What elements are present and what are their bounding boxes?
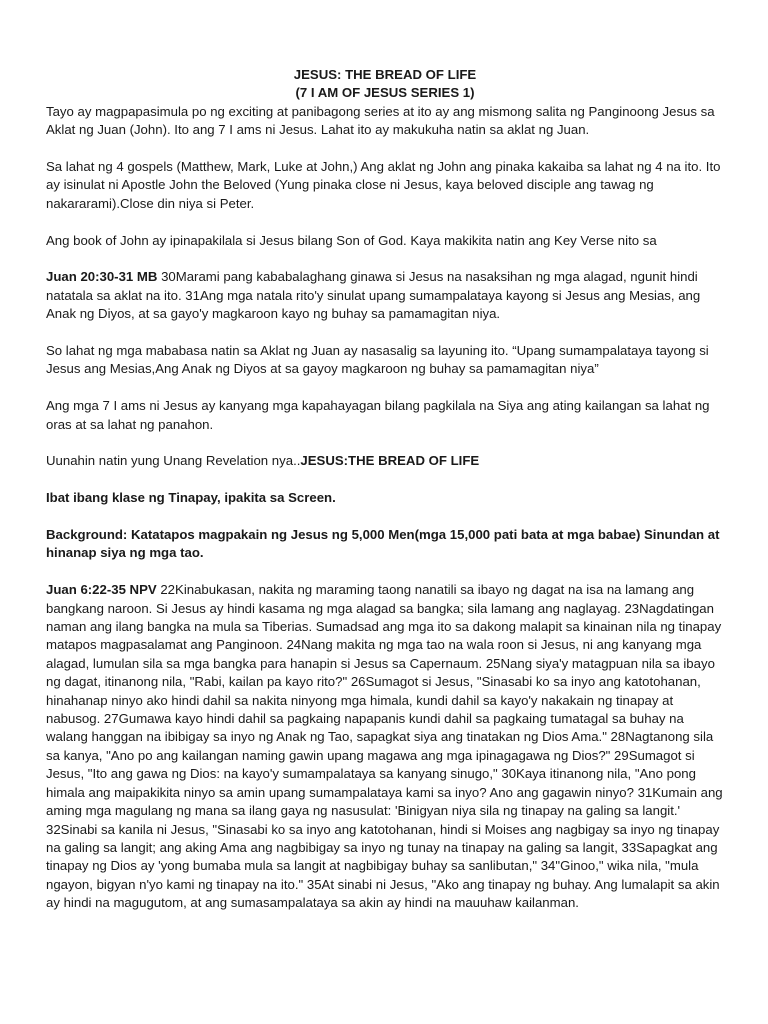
paragraph-bread-types: Ibat ibang klase ng Tinapay, ipakita sa Screen. [46, 490, 336, 506]
paragraph-purpose: So lahat ng mga mababasa natin sa Aklat ng Juan ay nasasalig sa layuning ito. “Upang sumampalataya tayong si Jesus ang Mesias,Ang Anak ng Diyos at sa gayoy magkaroon ng buhay sa pamamagitan niya” [46, 343, 709, 377]
paragraph-intro: Tayo ay magpapasimula po ng exciting at panibagong series at ito ay ang mismong salita ng Panginoong Jesus sa Aklat ng Juan (John). Ito ang 7 I ams ni Jesus. Lahat ito ay makukuha natin sa aklat ng Juan. [46, 103, 715, 138]
paragraph-scripture [46, 581, 724, 912]
paragraph-book-of-john: Ang book of John ay ipinapakilala si Jesus bilang Son of God. Kaya makikita natin ang Key Verse nito sa [46, 232, 657, 248]
revelation-title: JESUS:THE BREAD OF LIFE [300, 453, 480, 469]
scripture-text: 22Kinabukasan, nakita ng maraming taong nanatili sa ibayo ng dagat na isa na lamang ang bangkang naroon. Si Jesus ay hindi kasama ng mga alagad sa bangka; sila lamang ang naglayag. 23Nagdatingan naman ang ilang bangka na mula sa Tiberias. Sumadsad ang mga ito sa dakong malapit sa kinainan nila ng tinapay matapos magpasalamat ang Panginoon. 24Nang makita ng mga tao na wala roon si Jesus, ni ang kanyang mga alagad, lumulan sila sa mga bangka para hanapin si Jesus sa Capernaum. 25Nang siya'y matagpuan nila sa ibayo ng dagat, itinanong nila, "Rabi, kailan pa kayo rito?" 26Sumagot si Jesus, "Sinasabi ko sa inyo ang katotohanan, hinahanap ninyo ako hindi dahil sa nakita ninyong mga himala, kundi dahil sa kayo'y nakakain ng tinapay at nabusog. 27Gumawa kayo hindi dahil sa pagkaing napapanis kundi dahil sa pagkaing tumatagal sa buhay na walang hanggan na ibibigay sa inyo ng Anak ng Tao, sapagkat siya ang tinatakan ng Dios Ama." 28Nagtanong sila sa kanya, "Ano po ang kailangan naming gawin upang magawa ang mga ipinagagawa ng Dios?" 29Sumagot si Jesus, "Ito ang gawa ng Dios: na kayo'y sumampalataya sa kanyang sinugo," 30Kaya itinanong nila, "Ano pong himala ang maipakikita ninyo sa amin upang sumampalataya kami sa inyo? Ano ang gagawin ninyo? 31Kumain ang aming mga magulang ng mana sa ilang gaya ng nasusulat: 'Binigyan niya sila ng tinapay na galing sa langit.' 32Sinabi sa kanila ni Jesus, "Sinasabi ko sa inyo ang katotohanan, hindi si Moises ang nagbigay sa inyo ng tinapay na galing sa langit; ang aking Ama ang nagbibigay sa inyo ng tunay na tinapay na galing sa langit, 33Sapagkat ang tinapay ng Dios ay 'yong bumaba mula sa langit at nagbibigay buhay sa sanlibutan," 34"Ginoo," wika nila, "mula ngayon, bigyan n'yo kami ng tinapay na ito." 35At sinabi ni Jesus, "Ako ang tinapay ng buhay. Ang lumalapit sa akin ay hindi na magugutom, at ang sumasampalataya sa akin ay hindi na mauuhaw kailanman. [46, 582, 723, 911]
document-title: JESUS: THE BREAD OF LIFE [293, 67, 477, 82]
paragraph-key-verse [46, 268, 724, 323]
revelation-intro: Uunahin natin yung Unang Revelation nya.. [46, 453, 301, 469]
verse-reference: Juan 20:30-31 MB [46, 269, 158, 285]
verse-text: 30Marami pang kababalaghang ginawa si Jesus na nasaksihan ng mga alagad, ngunit hindi natatala sa aklat na ito. 31Ang mga natala rito'y sinulat upang sumampalataya kayong si Jesus ang Mesias, ang Anak ng Diyos, at sa gayo'y magkaroon kayo ng buhay sa pamamagitan niya. [46, 269, 701, 322]
paragraph-first-revelation [46, 452, 724, 470]
document-subtitle: (7 I AM OF JESUS SERIES 1) [295, 85, 475, 101]
paragraph-seven-i-ams: Ang mga 7 I ams ni Jesus ay kanyang mga kapahayagan bilang pagkilala na Siya ang ating kailangan sa lahat ng oras at sa lahat ng panahon. [46, 398, 710, 432]
paragraph-background: Background: Katatapos magpakain ng Jesus ng 5,000 Men(mga 15,000 pati bata at mga babae) Sinundan at hinanap siya ng mga tao. [46, 527, 720, 561]
scripture-reference: Juan 6:22-35 NPV [46, 582, 157, 598]
paragraph-gospels: Sa lahat ng 4 gospels (Matthew, Mark, Luke at John,) Ang aklat ng John ang pinaka kakaiba sa lahat ng 4 na ito. Ito ay isinulat ni Apostle John the Beloved (Yung pinaka close ni Jesus, kaya beloved disciple ang tawag ng nakararami).Close din niya si Peter. [46, 159, 721, 211]
